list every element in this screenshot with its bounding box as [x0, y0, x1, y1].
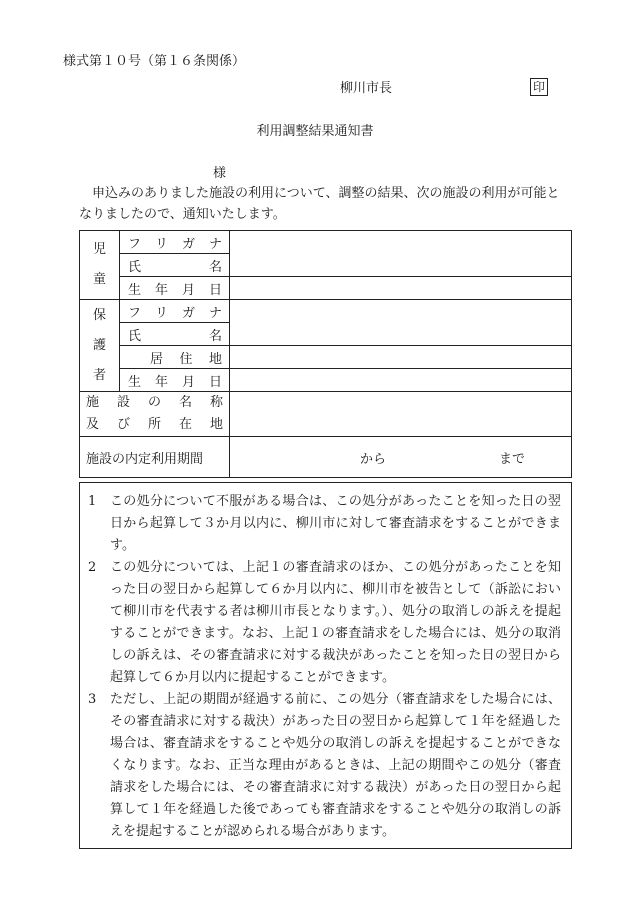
period-label: 施設の内定利用期間	[80, 437, 230, 478]
guardian-name-label: 氏 名	[120, 323, 230, 346]
guardian-birthdate-field[interactable]	[230, 369, 572, 392]
facility-field[interactable]	[230, 392, 572, 437]
child-name-label: 氏 名	[120, 254, 230, 277]
period-from: から	[360, 451, 387, 467]
guardian-birthdate-label: 生 年 月 日	[120, 369, 230, 392]
facility-label: 施 設 の 名 称 及 び 所 在 地	[80, 392, 230, 437]
info-table	[79, 230, 572, 478]
note-item: 3 ただし、上記の期間が経過する前に、この処分（審査請求をした場合には、その審査請求に対する裁決）があった日の翌日から起算して１年を経過した場合は、審査請求をすることや処分の取消しの訴えを提起することができなくなります。なお、正当な理由があるときは、上記の期間やこの処分（審査請求をした場合には、その審査請求に対する裁決）があった日の翌日から起算して１年を経過した後であっても審査請求をすることや処分の取消しの訴えを提起することが認められる場合があります。	[88, 692, 561, 839]
period-field[interactable]	[230, 437, 572, 478]
child-name-field[interactable]	[230, 231, 572, 277]
intro-text: 申込みのありました施設の利用について、調整の結果、次の施設の利用が可能となりましたので、通知いたします。	[79, 186, 560, 222]
guardian-name-field[interactable]	[230, 300, 572, 346]
child-birthdate-label: 生 年 月 日	[120, 277, 230, 300]
document-title: 利用調整結果通知書	[256, 124, 374, 139]
child-label: 児 童	[80, 231, 120, 300]
guardian-address-field[interactable]	[230, 346, 572, 369]
child-furigana-label: フ リ ガ ナ	[120, 231, 230, 254]
guardian-address-label: 居 住 地	[120, 346, 230, 369]
notes-box	[79, 482, 572, 849]
note-item: 1 この処分について不服がある場合は、この処分があったことを知った日の翌日から起算して３か月以内に、柳川市に対して審査請求をすることができます。	[88, 494, 561, 553]
period-to: まで	[498, 451, 525, 467]
guardian-label: 保 護 者	[80, 300, 120, 392]
addressee-suffix: 様	[213, 166, 227, 181]
seal-mark: 印	[530, 78, 548, 96]
form-number: 様式第１０号（第１６条関係）	[63, 54, 246, 69]
guardian-furigana-label: フ リ ガ ナ	[120, 300, 230, 323]
note-item: 2 この処分については、上記１の審査請求のほか、この処分があったことを知った日の翌日から起算して６か月以内に、柳川市を被告として（訴訟において柳川市を代表する者は柳川市長となります。）、処分の取消しの訴えを提起することができます。なお、上記１の審査請求をした場合には、処分の取消しの訴えは、その審査請求に対する裁決があったことを知った日の翌日から起算して６か月以内に提起することができます。	[88, 560, 561, 685]
child-birthdate-field[interactable]	[230, 277, 572, 300]
mayor-name: 柳川市長	[340, 81, 393, 96]
